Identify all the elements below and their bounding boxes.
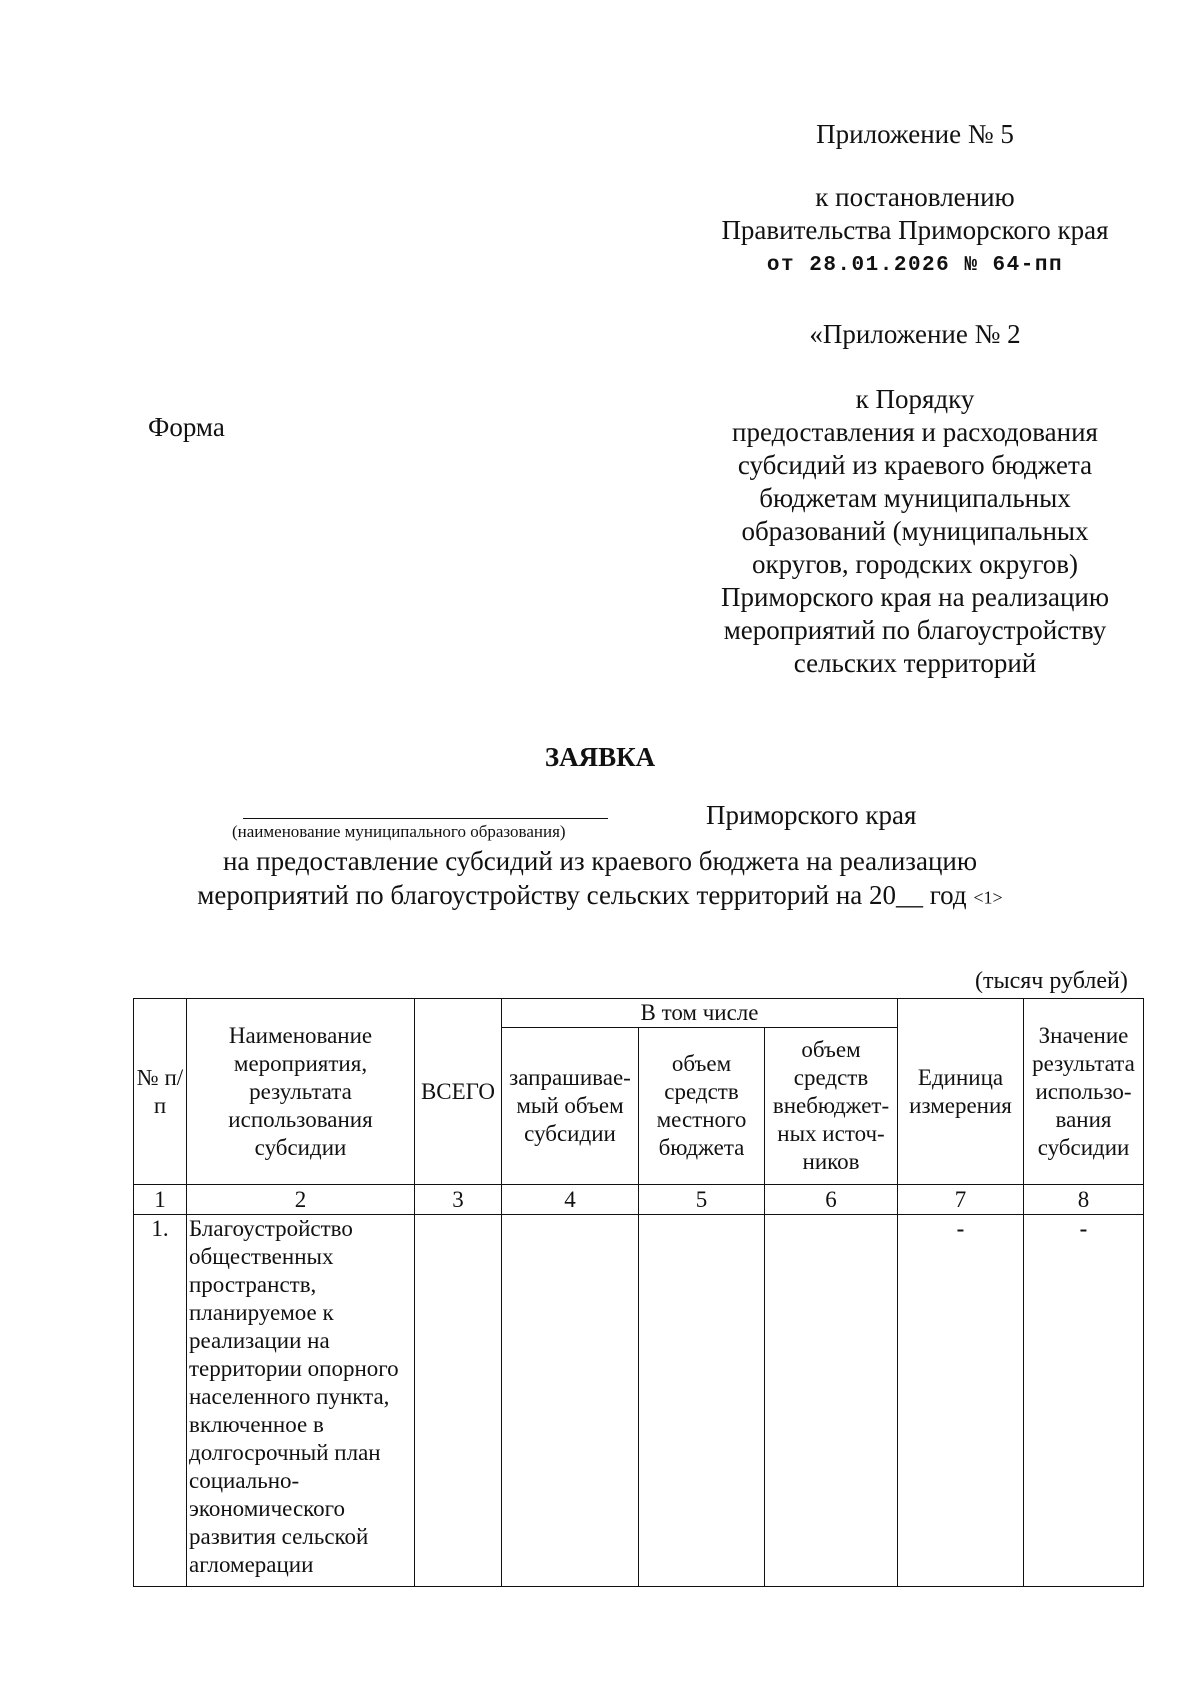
row-extra bbox=[765, 1215, 898, 1587]
purpose-line-2 bbox=[0, 880, 1200, 911]
request-title: ЗАЯВКА bbox=[544, 742, 656, 772]
col-number: 1 bbox=[134, 1185, 187, 1215]
col-number: 7 bbox=[898, 1185, 1024, 1215]
header-total: ВСЕГО bbox=[415, 999, 502, 1185]
header-num: № п/п bbox=[134, 999, 187, 1185]
row-total bbox=[415, 1215, 502, 1587]
header-unit: Единица измерения bbox=[898, 999, 1024, 1185]
header-requested: запрашивае-мый объем субсидии bbox=[502, 1028, 639, 1185]
col-number: 4 bbox=[502, 1185, 639, 1215]
col-number: 5 bbox=[639, 1185, 765, 1215]
row-unit: - bbox=[898, 1215, 1024, 1587]
footnote-reference: <1> bbox=[973, 887, 1003, 908]
units-note: (тысяч рублей) bbox=[975, 968, 1128, 994]
municipality-caption: (наименование муниципального образования) bbox=[232, 822, 566, 841]
col-number: 2 bbox=[187, 1185, 415, 1215]
col-number: 3 bbox=[415, 1185, 502, 1215]
col-number: 8 bbox=[1024, 1185, 1144, 1215]
municipality-blank-line bbox=[243, 818, 608, 819]
inner-appendix-line: бюджетам муниципальных bbox=[759, 483, 1071, 513]
appendix-header bbox=[680, 118, 1150, 282]
purpose-line-1: на предоставление субсидий из краевого бюджета на реализацию bbox=[222, 846, 978, 876]
row-local bbox=[639, 1215, 765, 1587]
row-result: - bbox=[1024, 1215, 1144, 1587]
row-requested bbox=[502, 1215, 639, 1587]
row-name: Благоустройство общественных пространств, планируемое к реализации на территории опорного населенного пункта, включенное в долгосрочный план социально-экономического развития сельской агломерации bbox=[187, 1215, 415, 1587]
table-row bbox=[134, 1215, 1144, 1587]
appendix-government: Правительства Приморского края bbox=[721, 215, 1109, 245]
inner-appendix-line: округов, городских округов) bbox=[752, 549, 1078, 579]
header-local: объем средств местного бюджета bbox=[639, 1028, 765, 1185]
header-name: Наименование мероприятия, результата использования субсидии bbox=[187, 999, 415, 1185]
request-table bbox=[133, 998, 1144, 1587]
inner-appendix-header bbox=[680, 318, 1150, 680]
region-text: Приморского края bbox=[706, 800, 917, 830]
inner-appendix-line: предоставления и расходования bbox=[732, 417, 1098, 447]
purpose-line-2-text: мероприятий по благоустройству сельских территорий на 20__ год bbox=[197, 880, 967, 910]
header-result: Значение результата использо-вания субсидии bbox=[1024, 999, 1144, 1185]
inner-appendix-line: субсидий из краевого бюджета bbox=[737, 450, 1093, 480]
inner-appendix-line: к Порядку bbox=[855, 384, 975, 414]
inner-appendix-title: «Приложение № 2 bbox=[809, 319, 1021, 349]
appendix-to-decree: к постановлению bbox=[815, 182, 1015, 212]
inner-appendix-line: сельских территорий bbox=[793, 648, 1037, 678]
inner-appendix-line: образований (муниципальных bbox=[741, 516, 1089, 546]
table-header-row bbox=[134, 999, 1144, 1028]
header-including: В том числе bbox=[502, 999, 898, 1028]
col-number: 6 bbox=[765, 1185, 898, 1215]
column-number-row bbox=[134, 1185, 1144, 1215]
appendix-title: Приложение № 5 bbox=[816, 119, 1014, 149]
header-extra: объем средств внебюджет-ных источ-ников bbox=[765, 1028, 898, 1185]
decree-date-number: от 28.01.2026 № 64-пп bbox=[766, 254, 1064, 277]
row-num: 1. bbox=[134, 1215, 187, 1587]
inner-appendix-line: мероприятий по благоустройству bbox=[723, 615, 1107, 645]
inner-appendix-line: Приморского края на реализацию bbox=[720, 582, 1110, 612]
form-label: Форма bbox=[148, 412, 225, 442]
